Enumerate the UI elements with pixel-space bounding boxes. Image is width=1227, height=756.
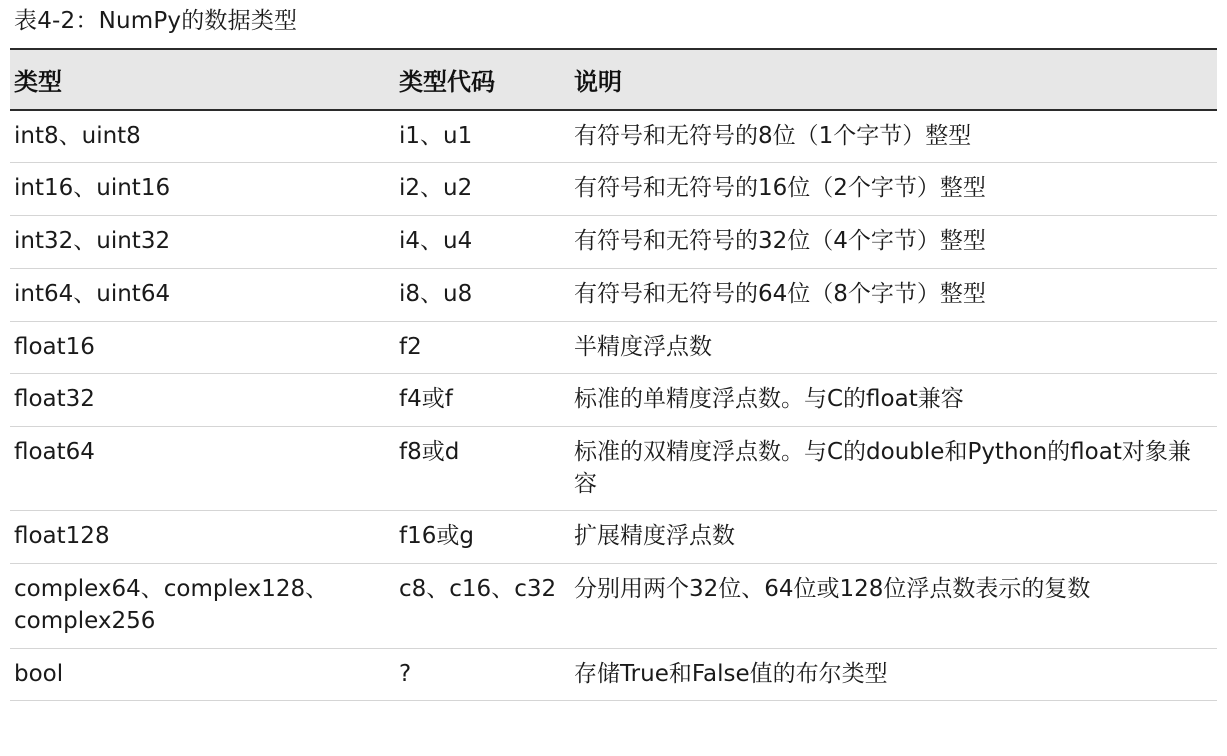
- cell-description: 有符号和无符号的32位（4个字节）整型: [570, 216, 1217, 269]
- cell-type: float128: [10, 511, 395, 564]
- cell-type: float16: [10, 321, 395, 374]
- table-row: [10, 268, 1217, 321]
- table-header-row: [10, 49, 1217, 110]
- column-header-description: 说明: [570, 49, 1217, 110]
- table-row: [10, 321, 1217, 374]
- cell-type: int32、uint32: [10, 216, 395, 269]
- cell-code: c8、c16、c32: [395, 564, 570, 648]
- table-body: [10, 110, 1217, 701]
- cell-code: f8或d: [395, 427, 570, 511]
- table-row: [10, 374, 1217, 427]
- table-row: [10, 648, 1217, 701]
- cell-type: int16、uint16: [10, 163, 395, 216]
- cell-description: 有符号和无符号的8位（1个字节）整型: [570, 110, 1217, 163]
- table-caption: 表4-2：NumPy的数据类型: [14, 8, 298, 34]
- cell-type: float64: [10, 427, 395, 511]
- table-row: [10, 427, 1217, 511]
- cell-type: bool: [10, 648, 395, 701]
- cell-code: f4或f: [395, 374, 570, 427]
- numpy-dtypes-table: [10, 48, 1217, 702]
- cell-description: 有符号和无符号的64位（8个字节）整型: [570, 268, 1217, 321]
- cell-description: 有符号和无符号的16位（2个字节）整型: [570, 163, 1217, 216]
- cell-code: i2、u2: [395, 163, 570, 216]
- cell-description: 分别用两个32位、64位或128位浮点数表示的复数: [570, 564, 1217, 648]
- cell-code: i1、u1: [395, 110, 570, 163]
- table-row: [10, 216, 1217, 269]
- cell-code: f2: [395, 321, 570, 374]
- cell-type: float32: [10, 374, 395, 427]
- table-row: [10, 511, 1217, 564]
- cell-description: 标准的单精度浮点数。与C的float兼容: [570, 374, 1217, 427]
- cell-description: 扩展精度浮点数: [570, 511, 1217, 564]
- cell-type: complex64、complex128、complex256: [10, 564, 395, 648]
- cell-type: int64、uint64: [10, 268, 395, 321]
- cell-code: i4、u4: [395, 216, 570, 269]
- cell-code: ?: [395, 648, 570, 701]
- column-header-code: 类型代码: [395, 49, 570, 110]
- cell-code: f16或g: [395, 511, 570, 564]
- column-header-type: 类型: [10, 49, 395, 110]
- table-row: [10, 564, 1217, 648]
- table-row: [10, 110, 1217, 163]
- cell-code: i8、u8: [395, 268, 570, 321]
- cell-description: 存储True和False值的布尔类型: [570, 648, 1217, 701]
- cell-description: 标准的双精度浮点数。与C的double和Python的float对象兼容: [570, 427, 1217, 511]
- cell-description: 半精度浮点数: [570, 321, 1217, 374]
- table-header: [10, 49, 1217, 110]
- cell-type: int8、uint8: [10, 110, 395, 163]
- table-row: [10, 163, 1217, 216]
